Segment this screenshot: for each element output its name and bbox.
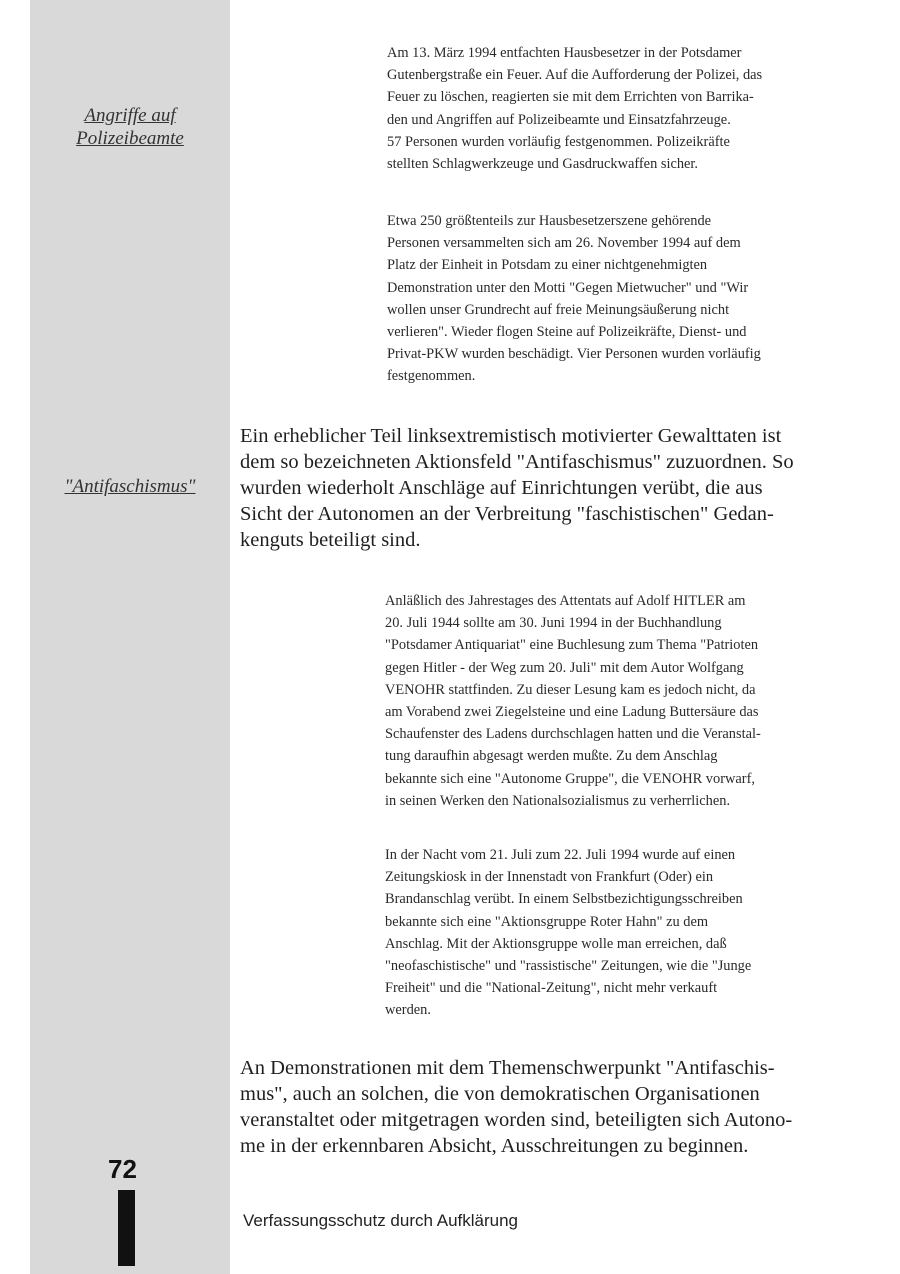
text-line: Freiheit" und die "National-Zeitung", nicht mehr verkauft	[385, 980, 718, 997]
text-line: Gutenbergstraße ein Feuer. Auf die Aufforderung der Polizei, das	[387, 67, 763, 84]
text-line: Brandanschlag verübt. In einem Selbstbezichtigungsschreiben	[385, 891, 743, 908]
paragraph-4	[385, 590, 855, 812]
text-line: Ein erheblicher Teil linksextremistisch motivierter Gewalttaten ist	[240, 425, 782, 447]
margin-heading-antifaschismus	[30, 475, 230, 498]
margin-heading-line: Angriffe auf	[84, 105, 176, 126]
text-line: In der Nacht vom 21. Juli zum 22. Juli 1994 wurde auf einen	[385, 847, 736, 863]
paragraph-3	[240, 423, 860, 553]
paragraph-5	[385, 844, 855, 1022]
text-line: mus", auch an solchen, die von demokratischen Organisationen	[240, 1083, 760, 1105]
text-line: bekannte sich eine "Autonome Gruppe", die VENOHR vorwarf,	[385, 770, 755, 787]
text-line: wollen unser Grundrecht auf freie Meinungsäußerung nicht	[387, 301, 730, 318]
text-line: Etwa 250 größtenteils zur Hausbesetzerszene gehörende	[387, 213, 712, 229]
text-line: Am 13. März 1994 entfachten Hausbesetzer in der Potsdamer	[387, 45, 742, 61]
text-line: werden.	[385, 1002, 431, 1019]
text-line: "Potsdamer Antiquariat" eine Buchlesung zum Thema "Patrioten	[385, 637, 759, 654]
text-line: veranstaltet oder mitgetragen worden sind, beteiligten sich Autono-	[240, 1109, 793, 1131]
text-line: tung daraufhin abgesagt werden mußte. Zu dem Anschlag	[385, 748, 718, 765]
page-number: 72	[108, 1154, 137, 1184]
text-line: am Vorabend zwei Ziegelsteine und eine Ladung Buttersäure das	[385, 704, 759, 721]
footer-text: Verfassungsschutz durch Aufklärung	[243, 1211, 518, 1230]
text-line: Zeitungskiosk in der Innenstadt von Frankfurt (Oder) ein	[385, 869, 714, 886]
text-line: Anläßlich des Jahrestages des Attentats auf Adolf HITLER am	[385, 593, 746, 609]
text-line: "neofaschistische" und "rassistische" Zeitungen, wie die "Junge	[385, 958, 752, 975]
text-line: Feuer zu löschen, reagierten sie mit dem Errichten von Barrika-	[387, 89, 754, 106]
margin-heading-line: "Antifaschismus"	[64, 476, 196, 497]
text-line: verlieren". Wieder flogen Steine auf Polizeikräfte, Dienst- und	[387, 324, 747, 341]
text-line: me in der erkennbaren Absicht, Ausschreitungen zu beginnen.	[240, 1135, 749, 1157]
margin-heading-angriffe	[30, 104, 230, 150]
page-number-bar	[118, 1190, 135, 1266]
text-line: den und Angriffen auf Polizeibeamte und Einsatzfahrzeuge.	[387, 111, 731, 128]
text-line: Platz der Einheit in Potsdam zu einer nichtgenehmigten	[387, 257, 708, 274]
text-line: festgenommen.	[387, 368, 476, 385]
paragraph-6	[240, 1055, 860, 1159]
paragraph-1	[387, 42, 847, 175]
paragraph-2	[387, 210, 847, 388]
text-line: An Demonstrationen mit dem Themenschwerpunkt "Antifaschis-	[240, 1057, 775, 1079]
text-line: in seinen Werken den Nationalsozialismus zu verherrlichen.	[385, 792, 731, 809]
text-line: Anschlag. Mit der Aktionsgruppe wolle man erreichen, daß	[385, 935, 727, 952]
text-line: dem so bezeichneten Aktionsfeld "Antifaschismus" zuzuordnen. So	[240, 451, 794, 473]
text-line: Privat-PKW wurden beschädigt. Vier Personen wurden vorläufig	[387, 346, 761, 363]
text-line: Schaufenster des Ladens durchschlagen hatten und die Veranstal-	[385, 726, 761, 743]
text-line: wurden wiederholt Anschläge auf Einrichtungen verübt, die aus	[240, 477, 763, 499]
text-line: 57 Personen wurden vorläufig festgenommen. Polizeikräfte	[387, 133, 730, 150]
text-line: Demonstration unter den Motti "Gegen Mietwucher" und "Wir	[387, 279, 749, 296]
text-line: kenguts beteiligt sind.	[240, 529, 421, 551]
text-line: Sicht der Autonomen an der Verbreitung "faschistischen" Gedan-	[240, 503, 774, 525]
text-line: 20. Juli 1944 sollte am 30. Juni 1994 in der Buchhandlung	[385, 615, 722, 632]
margin-heading-line: Polizeibeamte	[76, 128, 184, 149]
grey-margin-column	[30, 0, 230, 1274]
text-line: bekannte sich eine "Aktionsgruppe Roter Hahn" zu dem	[385, 913, 709, 930]
text-line: VENOHR stattfinden. Zu dieser Lesung kam es jedoch nicht, da	[385, 681, 756, 698]
text-line: gegen Hitler - der Weg zum 20. Juli" mit dem Autor Wolfgang	[385, 659, 744, 676]
text-line: stellten Schlagwerkzeuge und Gasdruckwaffen sicher.	[387, 156, 699, 173]
text-line: Personen versammelten sich am 26. November 1994 auf dem	[387, 235, 741, 252]
